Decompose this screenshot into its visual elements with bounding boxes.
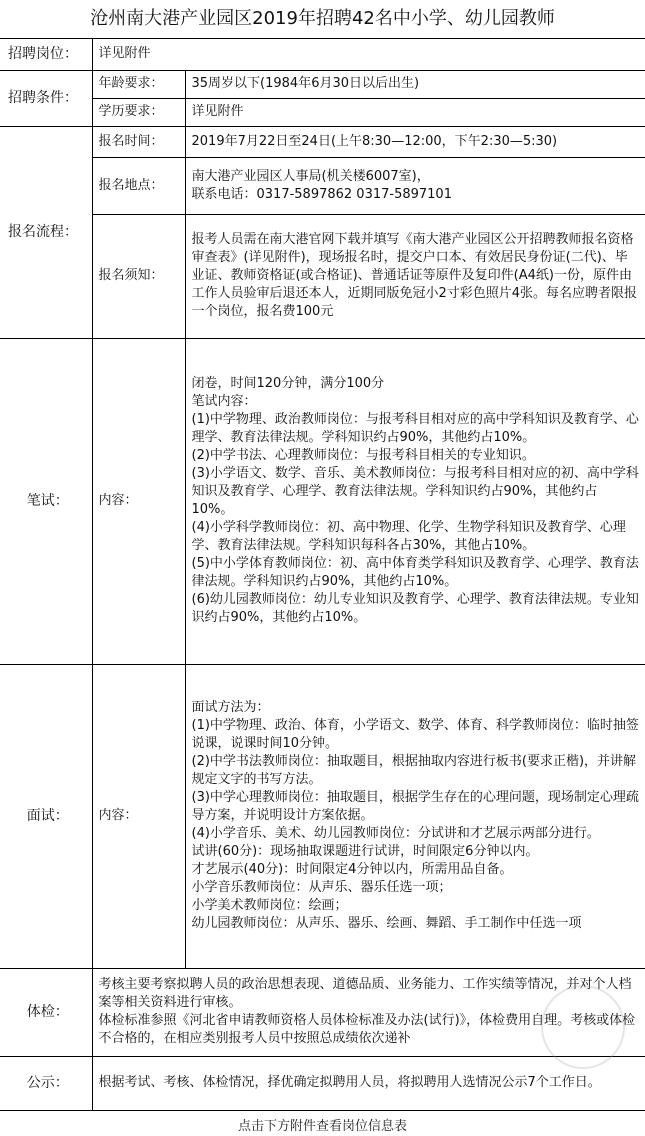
reg-time-value: 2019年7月22日至24日(上午8:30—12:00，下午2:30—5:30) [185, 126, 645, 157]
written-line: (1)中学物理、政治教师岗位：与报考科目相对应的高中学科知识及教育学、心理学、教育法律法规。学科知识约占90%，其他约占10%。 [191, 412, 639, 445]
written-line: (2)中学书法、心理教师岗位：与报考科目相关的专业知识。 [191, 448, 535, 463]
publicity-value: 根据考试、考核、体检情况，择优确定拟聘用人员，将拟聘用人选情况公示7个工作日。 [92, 1056, 645, 1110]
row-publicity [0, 1056, 645, 1110]
row-interview [0, 664, 645, 968]
row-edu [0, 98, 645, 126]
written-line: (3)小学语文、数学、音乐、美术教师岗位：与报考科目相对应的初、高中学科知识及教育学、心理学、教育法律法规。学科知识约占90%，其他约占10%。 [191, 466, 639, 517]
interview-line: (1)中学物理、政治、体育，小学语文、数学、体育、科学教师岗位：临时抽签说课，说课时间10分钟。 [191, 718, 639, 751]
reg-place-label: 报名地点： [92, 157, 185, 214]
reg-notice-value: 报考人员需在南大港官网下载并填写《南大港产业园区公开招聘教师报名资格审查表》(详见附件)，现场报名时，提交户口本、有效居民身份证(二代)、毕业证、教师资格证(或合格证)、普通话证等原件及复印件(A4纸)一份，原件由工作人员验审后退还本人，近期同版免冠小2寸彩色照片4张。每名应聘者限报一个岗位，报名费100元 [185, 214, 645, 338]
interview-content [185, 664, 645, 968]
row-reg-time [0, 126, 645, 157]
interview-line: 才艺展示(40分)：时间限定4分钟以内，所需用品自备。 [191, 862, 513, 877]
row-written [0, 338, 645, 664]
health-label: 体检： [0, 968, 92, 1056]
publicity-label: 公示： [0, 1056, 92, 1110]
health-line: 体检标准参照《河北省申请教师资格人员体检标准及办法(试行)》，体检费用自理。考核或体检不合格的，在相应类别报考人员中按照总成绩依次递补 [98, 1013, 636, 1046]
row-reg-place [0, 157, 645, 214]
interview-line: 试讲(60分)：现场抽取课题进行试讲，时间限定6分钟以内。 [191, 844, 539, 859]
interview-line: 小学美术教师岗位：绘画； [191, 898, 348, 913]
interview-line: 幼儿园教师岗位：从声乐、器乐、绘画、舞蹈、手工制作中任选一项 [191, 916, 582, 931]
row-position [0, 39, 645, 70]
edu-label: 学历要求： [92, 98, 185, 126]
written-label: 笔试： [0, 338, 92, 664]
interview-label: 面试： [0, 664, 92, 968]
reg-place-line: 联系电话：0317-5897862 0317-5897101 [191, 186, 452, 202]
interview-line: 面试方法为： [191, 700, 270, 715]
interview-line: (3)中学心理教师岗位：抽取题目，根据学生存在的心理问题，现场制定心理疏导方案，并说明设计方案依据。 [191, 790, 639, 823]
row-age [0, 70, 645, 98]
written-line: 闭卷，时间120分钟，满分100分 [191, 376, 385, 391]
interview-line: 小学音乐教师岗位：从声乐、器乐任选一项； [191, 880, 452, 895]
written-content [185, 338, 645, 664]
age-value: 35周岁以下(1984年6月30日以后出生) [185, 70, 645, 98]
page-title: 沧州南大港产业园区2019年招聘42名中小学、幼儿园教师 [0, 0, 645, 39]
health-line: 考核主要考察拟聘人员的政治思想表现、道德品质、业务能力、工作实绩等情况，并对个人档案等相关资料进行审核。 [98, 977, 632, 1010]
position-label: 招聘岗位： [0, 39, 92, 70]
position-value: 详见附件 [92, 39, 645, 70]
seal-watermark [541, 985, 625, 1069]
interview-sub-label: 内容： [92, 664, 185, 968]
written-line: (6)幼儿园教师岗位：幼儿专业知识及教育学、心理学、教育法律法规。专业知识约占90%，其他约占10%。 [191, 592, 639, 625]
recruitment-table [0, 39, 645, 1111]
row-reg-notice [0, 214, 645, 338]
reg-place-line: 南大港产业园区人事局(机关楼6007室)， [191, 168, 430, 184]
attachment-link[interactable]: 点击下方附件查看岗位信息表 [237, 1119, 407, 1134]
age-label: 年龄要求： [92, 70, 185, 98]
written-line: 笔试内容： [191, 394, 257, 409]
written-line: (4)小学科学教师岗位：初、高中物理、化学、生物学科知识及教育学、心理学、教育法律法规。学科知识每科各占30%，其他占10%。 [191, 520, 626, 553]
reg-notice-label: 报名须知： [92, 214, 185, 338]
reg-place-value [185, 157, 645, 214]
conditions-label: 招聘条件： [0, 70, 92, 126]
process-label: 报名流程： [0, 126, 92, 338]
reg-time-label: 报名时间： [92, 126, 185, 157]
edu-value: 详见附件 [185, 98, 645, 126]
interview-line: (4)小学音乐、美术、幼儿园教师岗位：分试讲和才艺展示两部分进行。 [191, 826, 600, 841]
interview-line: (2)中学书法教师岗位：抽取题目，根据抽取内容进行板书(要求正楷)，并讲解规定文字的书写方法。 [191, 754, 637, 787]
written-sub-label: 内容： [92, 338, 185, 664]
written-line: (5)中小学体育教师岗位：初、高中体育类学科知识及教育学、心理学、教育法律法规。学科知识约占90%，其他约占10%。 [191, 556, 639, 589]
